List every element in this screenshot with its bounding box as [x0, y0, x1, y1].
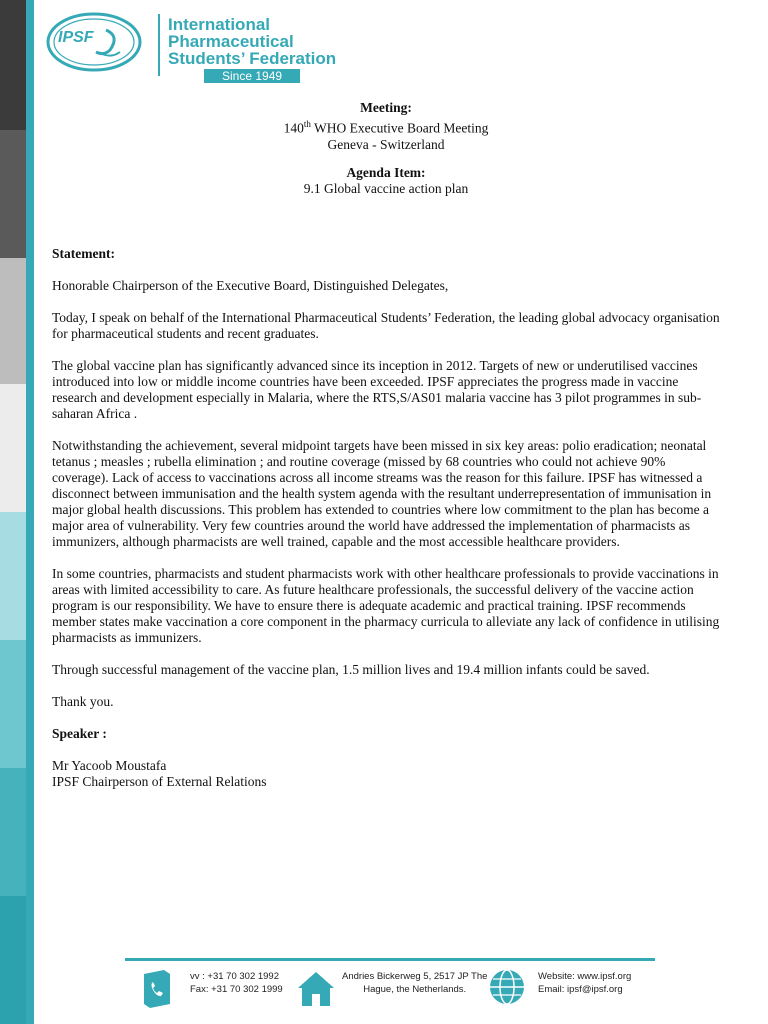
home-icon	[296, 968, 336, 1008]
paragraph-4: In some countries, pharmacists and student pharmacists work with other healthcare professionals to provide vaccinations in areas with limited accessibility to care. As future healthcare professionals, the successful delivery of the vaccine action program is our responsibility. We have to ensure there is adequate academic and practical training. IPSF recommends member states make vaccination a core component in the pharmacy curricula to alleviate any lack of confidence in utilising pharmacists as immunizers.	[52, 566, 720, 645]
paragraph-2: The global vaccine plan has significantly advanced since its inception in 2012. Targets of new or underutilised vaccines introduced into low or middle income countries have been exceeded. IPSF appreciates the progress made in vaccine research and development especially in Malaria, where the RTS,S/AS01 malaria vaccine has 3 pilot programmes in sub-saharan Africa .	[52, 358, 702, 421]
speaker-block	[52, 758, 720, 790]
paragraph-1: Today, I speak on behalf of the International Pharmaceutical Students’ Federation, the leading global advocacy organisation for pharmaceutical students and recent graduates.	[52, 310, 720, 341]
meeting-title	[36, 116, 736, 137]
ipsf-emblem-icon	[44, 10, 144, 74]
closing: Thank you.	[52, 694, 114, 709]
org-name-line2: Pharmaceutical	[168, 32, 294, 51]
speaker-role: IPSF Chairperson of External Relations	[52, 774, 267, 789]
speaker-label: Speaker :	[52, 726, 107, 741]
footer-address	[342, 970, 487, 996]
logo-divider	[158, 14, 160, 76]
meeting-number-suffix: th	[303, 119, 311, 129]
meeting-location: Geneva - Switzerland	[327, 136, 445, 152]
meeting-number: 140	[283, 120, 304, 136]
footer-phone: vv : +31 70 302 1992	[190, 971, 280, 982]
statement-body	[52, 246, 720, 790]
left-color-strip	[0, 0, 26, 1024]
org-name-line1: International	[168, 15, 271, 34]
since-badge: Since 1949	[204, 69, 300, 83]
globe-icon	[488, 968, 526, 1006]
phone-book-icon	[140, 968, 174, 1008]
statement-label: Statement:	[52, 246, 115, 261]
footer-website: Website: www.ipsf.org	[538, 971, 632, 982]
paragraph-5: Through successful management of the vaccine plan, 1.5 million lives and 19.4 million infants could be saved.	[52, 662, 650, 677]
paragraph-3: Notwithstanding the achievement, several midpoint targets have been missed in six key areas: polio eradication; neonatal tetanus ; measles ; rubella elimination ; and routine coverage (missed by 68 countries who could not achieve 90% coverage). Lack of access to vaccinations across all income streams was the reason for this failure. IPSF has witnessed a disconnect between immunisation and the health system agenda with the resultant underrepresentation of immunisation in major global health discussions. This problem has extended to countries where low commitment to the plan has become a major area of vulnerability. Very few countries around the world have addressed the implementation of pharmacists as immunizers, although pharmacists are well trained, capable and the most accessible healthcare providers.	[52, 438, 712, 549]
agenda-block	[36, 165, 736, 197]
meeting-block	[36, 100, 736, 153]
meeting-name: WHO Executive Board Meeting	[314, 120, 489, 136]
agenda-item: 9.1 Global vaccine action plan	[303, 181, 469, 196]
footer-email: Email: ipsf@ipsf.org	[538, 984, 623, 995]
logo-wordmark	[168, 16, 336, 85]
speaker-name: Mr Yacoob Moustafa	[52, 758, 167, 773]
footer-contact-numbers	[190, 970, 283, 996]
logo-initials: IPSF	[58, 29, 94, 46]
agenda-label: Agenda Item:	[346, 165, 426, 180]
org-name-line3: Students’ Federation	[168, 49, 337, 68]
footer-fax: Fax: +31 70 302 1999	[190, 984, 283, 995]
footer-address-line1: Andries Bickerweg 5, 2517 JP The	[342, 971, 488, 982]
ipsf-logo	[44, 8, 337, 83]
footer-web-contact	[538, 970, 631, 996]
footer-divider	[125, 958, 655, 961]
salutation: Honorable Chairperson of the Executive Board, Distinguished Delegates,	[52, 278, 449, 293]
left-color-bar	[0, 0, 36, 1024]
meeting-label: Meeting:	[360, 100, 412, 115]
left-teal-strip	[26, 0, 34, 1024]
footer-address-line2: Hague, the Netherlands.	[363, 984, 467, 995]
